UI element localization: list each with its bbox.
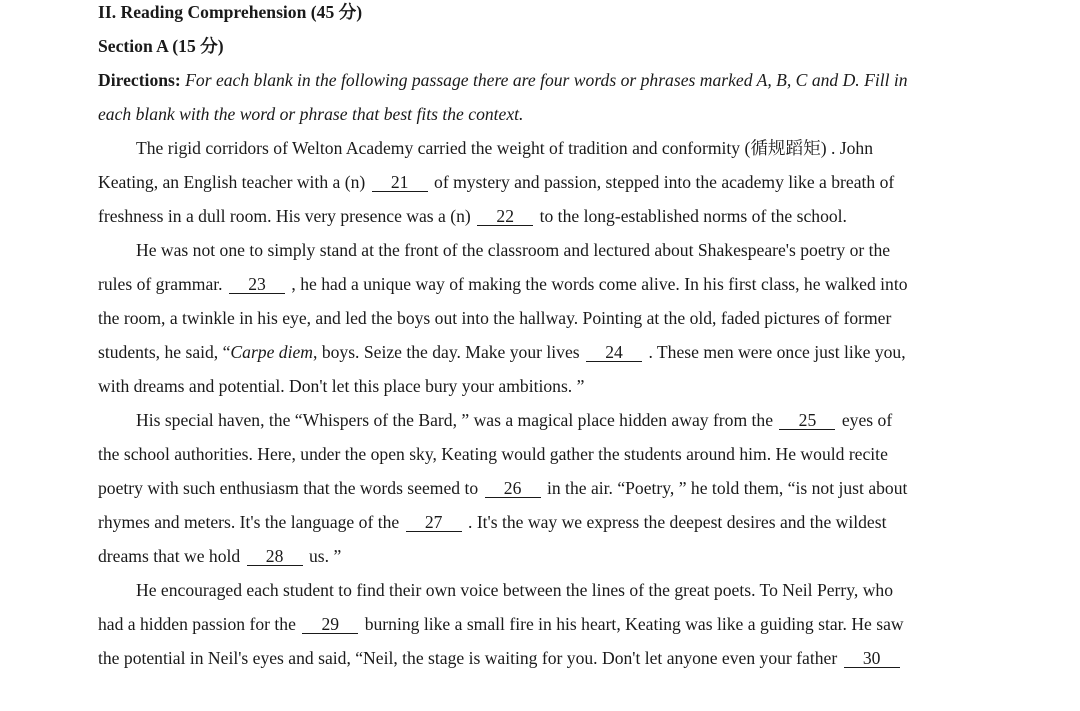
blank-27[interactable]: 27	[406, 514, 462, 532]
passage-line: the school authorities. Here, under the open sky, Keating would gather the students around him. He would recite	[98, 444, 888, 464]
blank-24[interactable]: 24	[586, 344, 642, 362]
latin-phrase: Carpe diem	[230, 342, 314, 362]
blank-26[interactable]: 26	[485, 480, 541, 498]
passage-text: poetry with such enthusiasm that the words seemed to	[98, 478, 479, 498]
directions-line-2: each blank with the word or phrase that best fits the context.	[98, 104, 524, 124]
passage-text: in the air. “Poetry, ” he told them, “is not just about	[546, 478, 908, 498]
passage-text: dreams that we hold	[98, 546, 241, 566]
blank-29[interactable]: 29	[302, 616, 358, 634]
passage-line	[136, 409, 892, 431]
blank-22[interactable]: 22	[477, 208, 533, 226]
passage-line	[98, 341, 906, 363]
passage-text: . These men were once just like you,	[648, 342, 906, 362]
passage-text: His special haven, the “Whispers of the Bard, ” was a magical place hidden away from the	[136, 410, 774, 430]
passage-text: the potential in Neil's eyes and said, “Neil, the stage is waiting for you. Don't let anyone even your father	[98, 648, 838, 668]
passage-text: eyes of	[841, 410, 893, 430]
directions-line-1	[98, 69, 908, 91]
passage-text: students, he said, “	[98, 342, 231, 362]
passage-text: rules of grammar.	[98, 274, 223, 294]
passage-text: , boys. Seize the day. Make your lives	[313, 342, 580, 362]
blank-21[interactable]: 21	[372, 174, 428, 192]
passage-line: The rigid corridors of Welton Academy carried the weight of tradition and conformity (循规蹈矩) . John	[136, 138, 874, 158]
blank-25[interactable]: 25	[779, 412, 835, 430]
passage-text: of mystery and passion, stepped into the academy like a breath of	[434, 172, 895, 192]
passage-line	[98, 613, 904, 635]
blank-23[interactable]: 23	[229, 276, 285, 294]
passage-text: to the long-established norms of the school.	[539, 206, 847, 226]
blank-30[interactable]: 30	[844, 650, 900, 668]
passage-line	[98, 171, 894, 193]
passage-text: . It's the way we express the deepest desires and the wildest	[468, 512, 887, 532]
passage-line	[98, 545, 341, 567]
passage-line: He encouraged each student to find their own voice between the lines of the great poets. To Neil Perry, who	[136, 580, 894, 600]
passage-line	[98, 477, 907, 499]
passage-line: with dreams and potential. Don't let this place bury your ambitions. ”	[98, 376, 585, 396]
passage-line: He was not one to simply stand at the front of the classroom and lectured about Shakespeare's poetry or the	[136, 240, 891, 260]
directions-text: For each blank in the following passage there are four words or phrases marked A, B, C and D. Fill in	[185, 70, 908, 90]
passage-line	[98, 205, 847, 227]
passage-text: freshness in a dull room. His very presence was a (n)	[98, 206, 471, 226]
subsection-title: Section A (15 分)	[98, 36, 224, 56]
passage-text: rhymes and meters. It's the language of the	[98, 512, 400, 532]
passage-line	[98, 647, 902, 669]
passage-line	[98, 511, 886, 533]
passage-text: burning like a small fire in his heart, Keating was like a guiding star. He saw	[364, 614, 904, 634]
passage-text: had a hidden passion for the	[98, 614, 296, 634]
section-title: II. Reading Comprehension (45 分)	[98, 2, 363, 22]
passage-line: the room, a twinkle in his eye, and led the boys out into the hallway. Pointing at the old, faded pictures of former	[98, 308, 892, 328]
blank-28[interactable]: 28	[247, 548, 303, 566]
passage-text: Keating, an English teacher with a (n)	[98, 172, 366, 192]
passage-text: us. ”	[309, 546, 342, 566]
passage-line	[98, 273, 908, 295]
directions-label: Directions:	[98, 70, 181, 90]
passage-text: , he had a unique way of making the words come alive. In his first class, he walked into	[291, 274, 908, 294]
